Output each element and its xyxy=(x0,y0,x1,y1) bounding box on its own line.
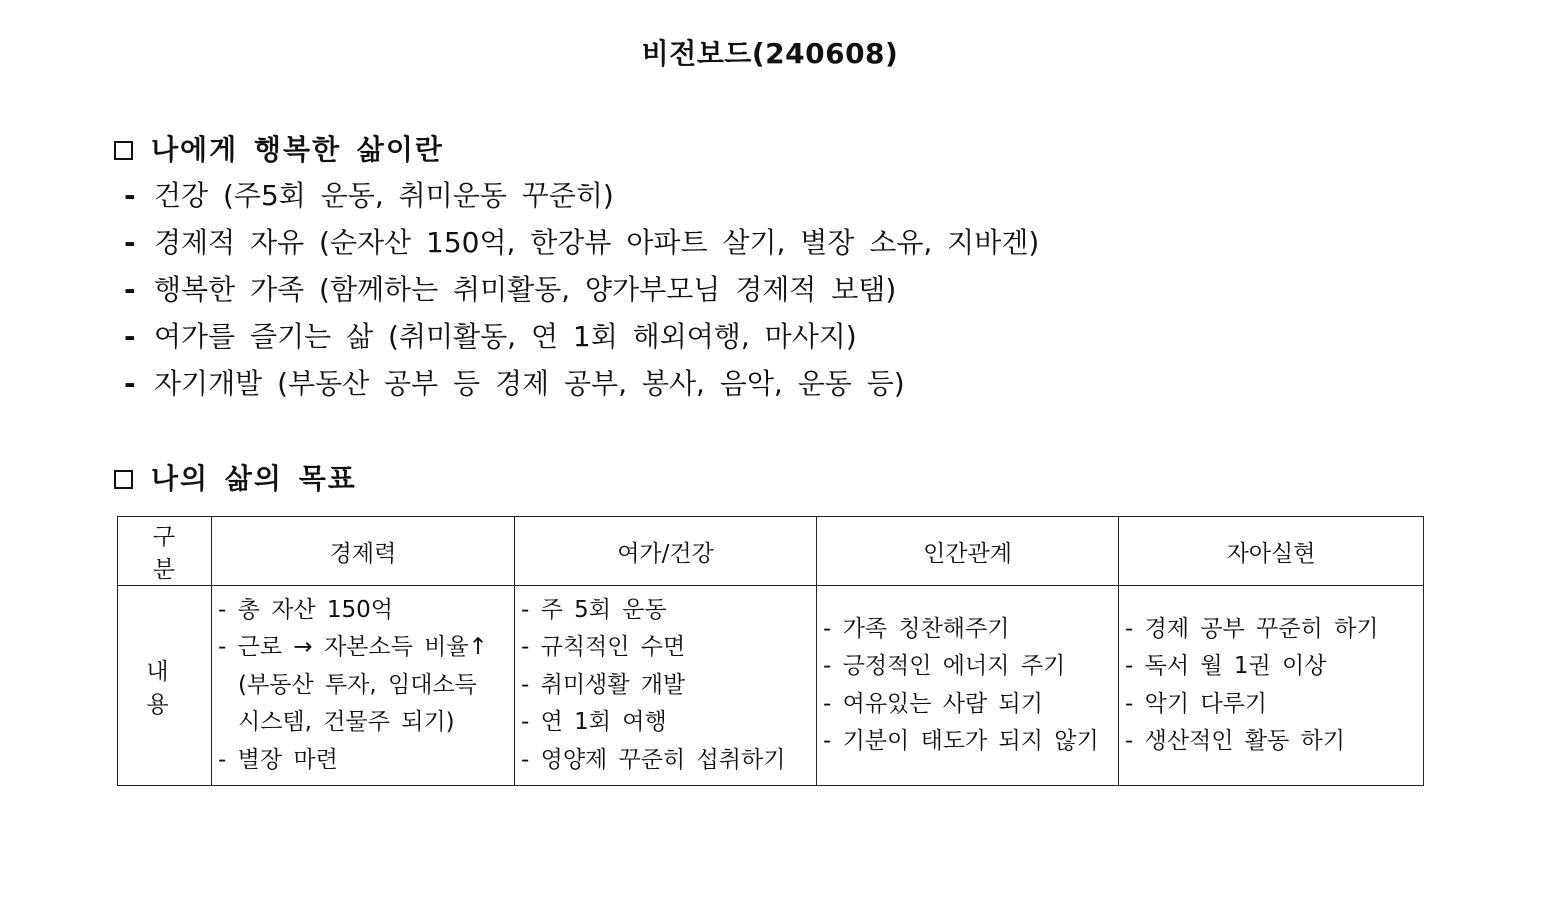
row-label: 내 용 xyxy=(118,586,212,786)
table-header-cell: 구 분 xyxy=(118,517,212,586)
table-header-cell: 경제력 xyxy=(212,517,515,586)
checkbox-icon xyxy=(114,141,133,160)
list-item: - 건강 (주5회 운동, 취미운동 꾸준히) xyxy=(124,179,614,212)
cell-line: - 주 5회 운동 xyxy=(521,596,667,623)
cell-line: - 여유있는 사람 되기 xyxy=(823,690,1043,717)
cell-line: - 경제 공부 꾸준히 하기 xyxy=(1125,615,1379,642)
table-cell-relationships xyxy=(817,586,1119,786)
table-cell-economy xyxy=(212,586,515,786)
cell-line: - 생산적인 활동 하기 xyxy=(1125,728,1345,754)
cell-line: - 기분이 태도가 되지 않기 xyxy=(823,728,1099,754)
cell-line: 시스템, 건물주 되기) xyxy=(238,709,455,736)
section-heading-happy-life xyxy=(114,128,444,168)
cell-line: - 근로 → 자본소득 비율↑ xyxy=(218,634,488,661)
table-header-cell: 여가/건강 xyxy=(515,517,817,586)
cell-line: - 가족 칭찬해주기 xyxy=(823,615,1010,642)
section-heading-text: 나에게 행복한 삶이란 xyxy=(151,133,444,166)
cell-line: - 긍정적인 에너지 주기 xyxy=(823,653,1066,679)
table-header-cell: 인간관계 xyxy=(817,517,1119,586)
section-heading-life-goals xyxy=(114,457,357,497)
cell-line: - 영양제 꾸준히 섭취하기 xyxy=(521,746,786,773)
table-row xyxy=(118,586,1424,786)
checkbox-icon xyxy=(114,470,133,489)
cell-line: - 별장 마련 xyxy=(218,746,338,773)
section-heading-text: 나의 삶의 목표 xyxy=(151,462,357,495)
cell-line: (부동산 투자, 임대소득 xyxy=(238,671,477,698)
happy-life-list xyxy=(124,172,1039,407)
cell-line: - 총 자산 150억 xyxy=(218,596,394,623)
goals-table xyxy=(117,516,1424,786)
cell-line: - 취미생활 개발 xyxy=(521,671,686,698)
table-header-cell: 자아실현 xyxy=(1119,517,1424,586)
table-cell-self-realization xyxy=(1119,586,1424,786)
table-cell-leisure-health xyxy=(515,586,817,786)
cell-line: - 규칙적인 수면 xyxy=(521,634,686,661)
cell-line: - 독서 월 1권 이상 xyxy=(1125,653,1327,679)
list-item: - 경제적 자유 (순자산 150억, 한강뷰 아파트 살기, 별장 소유, 지바겐) xyxy=(124,226,1040,259)
table-header-row xyxy=(118,517,1424,586)
list-item: - 자기개발 (부동산 공부 등 경제 공부, 봉사, 음악, 운동 등) xyxy=(124,367,905,400)
list-item: - 여가를 즐기는 삶 (취미활동, 연 1회 해외여행, 마사지) xyxy=(124,320,857,353)
cell-line: - 연 1회 여행 xyxy=(521,709,667,736)
cell-line: - 악기 다루기 xyxy=(1125,690,1268,717)
document-title: 비전보드(240608) xyxy=(641,37,899,70)
list-item: - 행복한 가족 (함께하는 취미활동, 양가부모님 경제적 보탬) xyxy=(124,273,897,306)
